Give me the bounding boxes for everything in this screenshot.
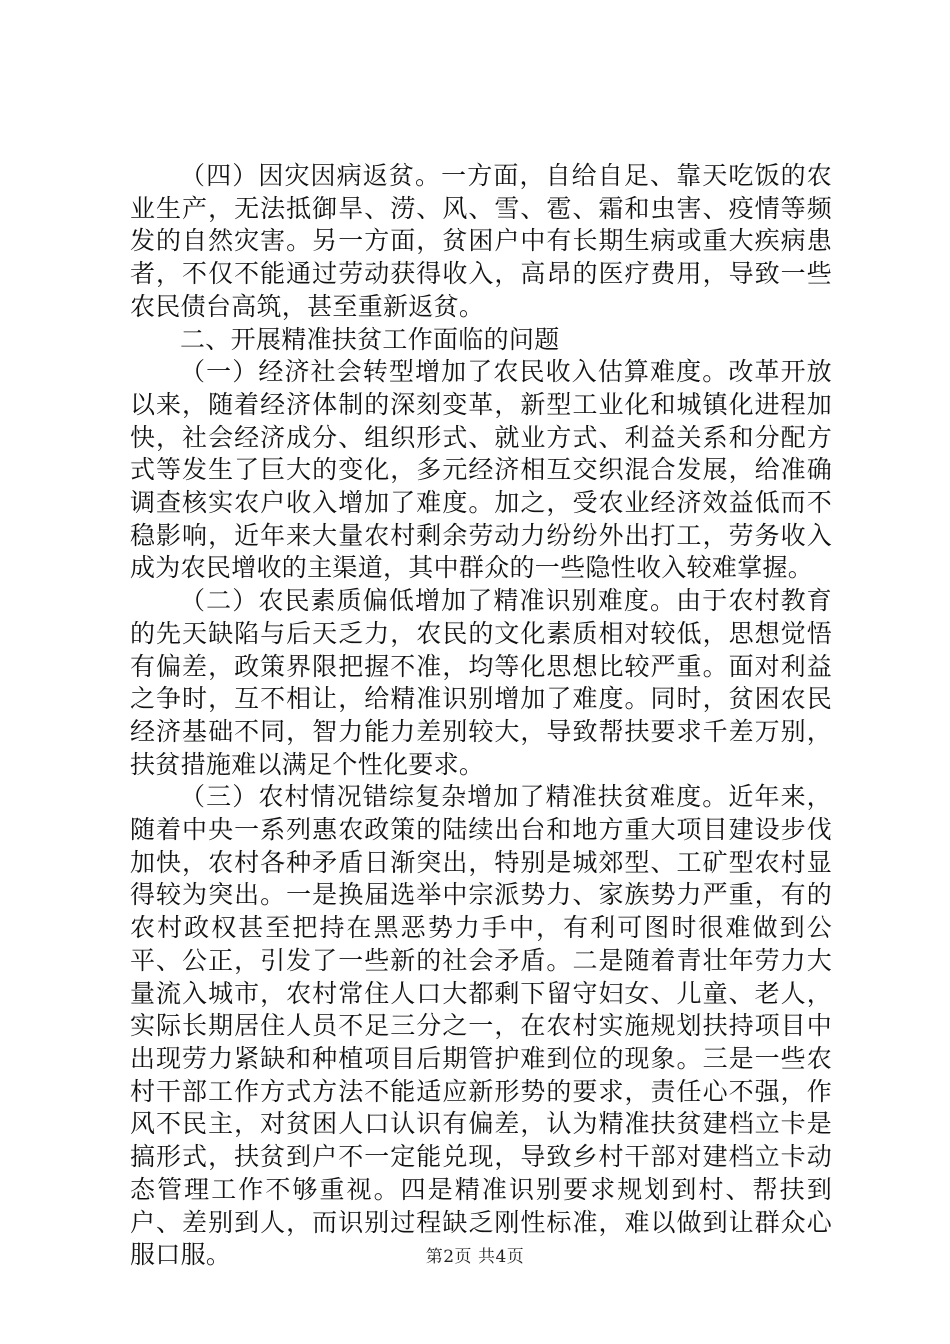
page-number-footer: 第2页 共4页	[425, 1247, 525, 1267]
section-heading-problems: 二、开展精准扶贫工作面临的问题	[180, 324, 560, 354]
paragraph-disaster-illness: （四）因灾因病返贫。一方面，自给自足、靠天吃饭的农业生产，无法抵御旱、涝、风、雪、雹、霜和虫害、疫情等频发的自然灾害。另一方面，贫困户中有长期生病或重大疾病患者，不仅不能通过劳动获得收入，高昂的医疗费用，导致一些农民债台高筑，甚至重新返贫。	[130, 161, 832, 321]
paragraph-rural-complexity: （三）农村情况错综复杂增加了精准扶贫难度。近年来，随着中央一系列惠农政策的陆续出台和地方重大项目建设步伐加快，农村各种矛盾日渐突出，特别是城郊型、工矿型农村显得较为突出。一是换届选举中宗派势力、家族势力严重，有的农村政权甚至把持在黑恶势力手中，有利可图时很难做到公平、公正，引发了一些新的社会矛盾。二是随着青壮年劳力大量流入城市，农村常住人口大都剩下留守妇女、儿童、老人，实际长期居住人员不足三分之一，在农村实施规划扶持项目中出现劳力紧缺和种植项目后期管护难到位的现象。三是一些农村干部工作方式方法不能适应新形势的要求，责任心不强，作风不民主，对贫困人口认识有偏差，认为精准扶贫建档立卡是搞形式，扶贫到户不一定能兑现，导致乡村干部对建档立卡动态管理工作不够重视。四是精准识别要求规划到村、帮扶到户、差别到人，而识别过程缺乏刚性标准，难以做到让群众心服口服。	[130, 782, 832, 1270]
paragraph-farmer-quality: （二）农民素质偏低增加了精准识别难度。由于农村教育的先天缺陷与后天乏力，农民的文化素质相对较低，思想觉悟有偏差，政策界限把握不准，均等化思想比较严重。面对利益之争时，互不相让，给精准识别增加了难度。同时，贫困农民经济基础不同，智力能力差别较大，导致帮扶要求千差万别，扶贫措施难以满足个性化要求。	[130, 586, 832, 779]
paragraph-economic-transition: （一）经济社会转型增加了农民收入估算难度。改革开放以来，随着经济体制的深刻变革，新型工业化和城镇化进程加快，社会经济成分、组织形式、就业方式、利益关系和分配方式等发生了巨大的变化，多元经济相互交织混合发展，给准确调查核实农户收入增加了难度。加之，受农业经济效益低而不稳影响，近年来大量农村剩余劳动力纷纷外出打工，劳务收入成为农民增收的主渠道，其中群众的一些隐性收入较难掌握。	[130, 357, 832, 583]
document-body	[130, 160, 832, 1272]
